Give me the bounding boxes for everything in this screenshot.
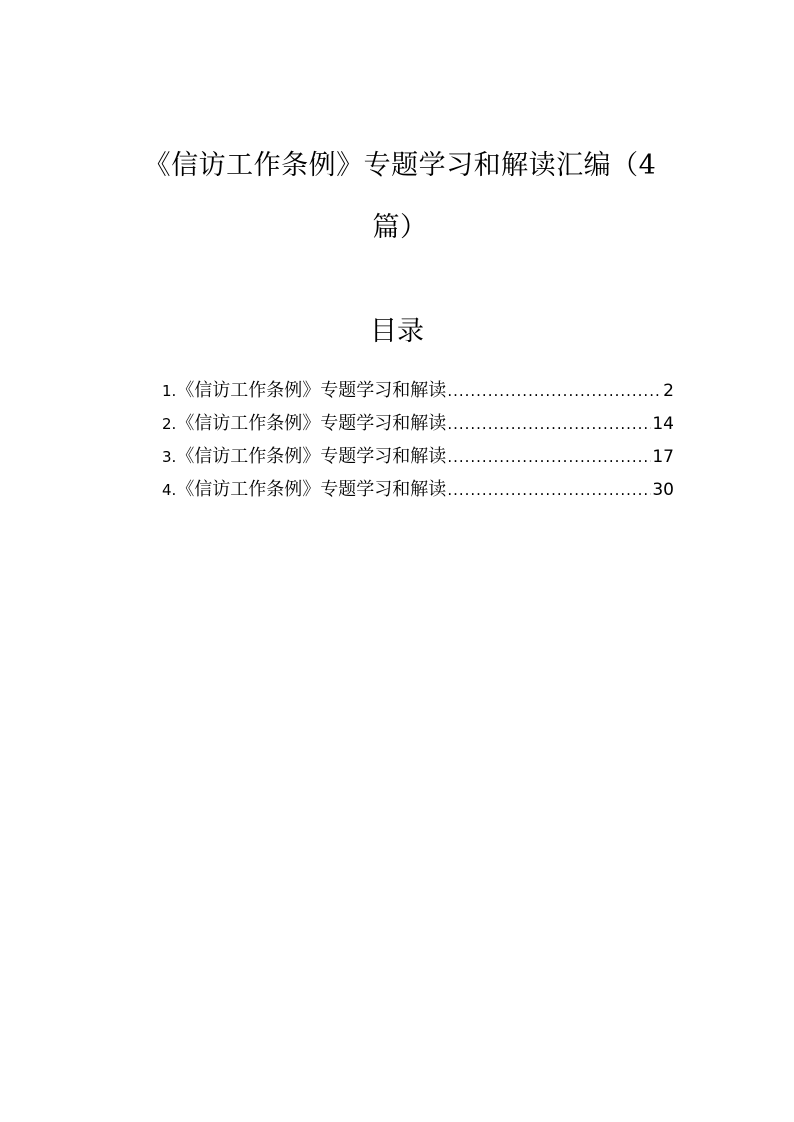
toc-entry-title: 《信访工作条例》专题学习和解读: [176, 380, 447, 401]
toc-entry-number: 4.: [162, 481, 177, 499]
toc-entry-title: 《信访工作条例》专题学习和解读: [176, 413, 447, 434]
toc-entry-title: 《信访工作条例》专题学习和解读: [176, 446, 447, 467]
toc-dot-leader: [447, 408, 651, 441]
table-of-contents: [162, 374, 674, 506]
toc-entry[interactable]: [162, 374, 674, 407]
toc-entry-number: 1.: [162, 382, 177, 400]
toc-entry-page: 30: [652, 480, 674, 500]
toc-heading: 目录: [370, 316, 424, 347]
toc-entry[interactable]: [162, 440, 674, 473]
toc-entry-page: 17: [652, 447, 674, 467]
toc-entry-title: 《信访工作条例》专题学习和解读: [176, 479, 447, 500]
toc-dot-leader: [447, 474, 651, 507]
document-title-line-1: 《信访工作条例》专题学习和解读汇编（4: [143, 150, 657, 181]
toc-entry-page: 2: [663, 381, 674, 401]
toc-entry-number: 2.: [162, 415, 177, 433]
toc-dot-leader: [447, 375, 662, 408]
toc-entry[interactable]: [162, 407, 674, 440]
toc-dot-leader: [447, 441, 651, 474]
document-title-line-2: 篇）: [372, 212, 428, 243]
toc-entry-number: 3.: [162, 448, 177, 466]
toc-entry[interactable]: [162, 473, 674, 506]
toc-entry-page: 14: [652, 414, 674, 434]
